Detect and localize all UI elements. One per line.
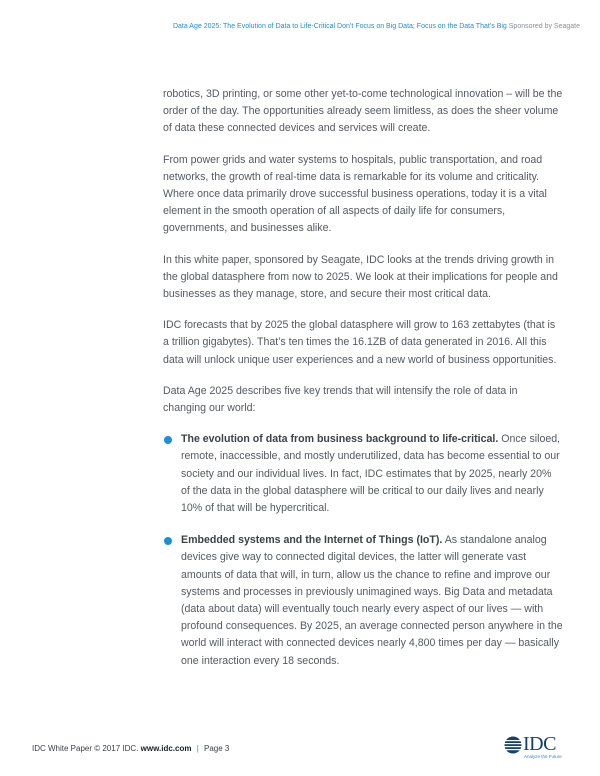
header-title: Data Age 2025: The Evolution of Data to Life-Critical Don’t Focus on Big Data; Focus on the Data That’s Big — [172, 23, 507, 30]
paragraph: From power grids and water systems to hospitals, public transportation, and road networks, the growth of real-time data is remarkable for its volume and criticality. Where once data primarily drove successful business operations, today it is a vital element in the smooth operation of all aspects of daily life for consumers, governments, and businesses alike. — [163, 153, 547, 235]
paragraph: In this white paper, sponsored by Seagate, IDC looks at the trends driving growth in the global datasphere from now to 2025. We look at their implications for people and businesses as they manage, store, and secure their most critical data. — [163, 253, 558, 301]
bullet-dot-icon — [164, 537, 172, 545]
globe-icon — [503, 735, 523, 755]
header-sponsor: Sponsored by Seagate — [508, 23, 580, 30]
paragraph: IDC forecasts that by 2025 the global datasphere will grow to 163 zettabytes (that is a trillion gigabytes). That’s ten times the 16.1ZB of data generated in 2016. All this data will unlock unique user experiences and a new world of business opportunities. — [163, 319, 557, 366]
bullet-text: Once siloed, remote, inaccessible, and mostly underutilized, data has become essential to our society and our individual lives. In fact, IDC estimates that by 2025, nearly 20% of the data in the global datasphere will be critical to our daily lives and nearly 10% of that will be hypercritical. — [181, 433, 561, 515]
footer-copyright: IDC White Paper © 2017 IDC. — [32, 744, 139, 753]
trend-list — [163, 431, 563, 670]
logo-wordmark: IDC — [523, 733, 556, 755]
bullet-heading: Embedded systems and the Internet of Things (IoT). — [181, 534, 443, 547]
bullet-heading: The evolution of data from business background to life-critical. — [181, 433, 499, 446]
footer-separator: | — [196, 744, 199, 753]
bullet-dot-icon — [164, 436, 172, 444]
footer-url-link[interactable]: www.idc.com — [140, 744, 192, 753]
page-number: Page 3 — [204, 744, 230, 753]
list-item — [163, 431, 563, 517]
bullet-text: As standalone analog devices give way to connected digital devices, the latter will generate vast amounts of data that will, in turn, allow us the chance to refine and improve our systems and processes in previously unimagined ways. Big Data and metadata (data about data) will eventually touch nearly every aspect of our lives — with profound consequences. By 2025, an average connected person anywhere in the world will interact with connected devices nearly 4,800 times per day — basically one interaction every 18 seconds. — [181, 534, 563, 667]
page-footer — [32, 744, 229, 753]
body-text — [163, 86, 563, 685]
logo-tagline: Analyze the Future — [524, 754, 562, 759]
paragraph: robotics, 3D printing, or some other yet-to-come technological innovation – will be the order of the day. The opportunities already seem limitless, as does the sheer volume of data these connected devices and services will create. — [163, 88, 563, 135]
paragraph: Data Age 2025 describes five key trends that will intensify the role of data in changing our world: — [163, 384, 518, 415]
list-item — [163, 532, 563, 670]
idc-logo — [503, 733, 563, 763]
running-header — [173, 23, 580, 30]
